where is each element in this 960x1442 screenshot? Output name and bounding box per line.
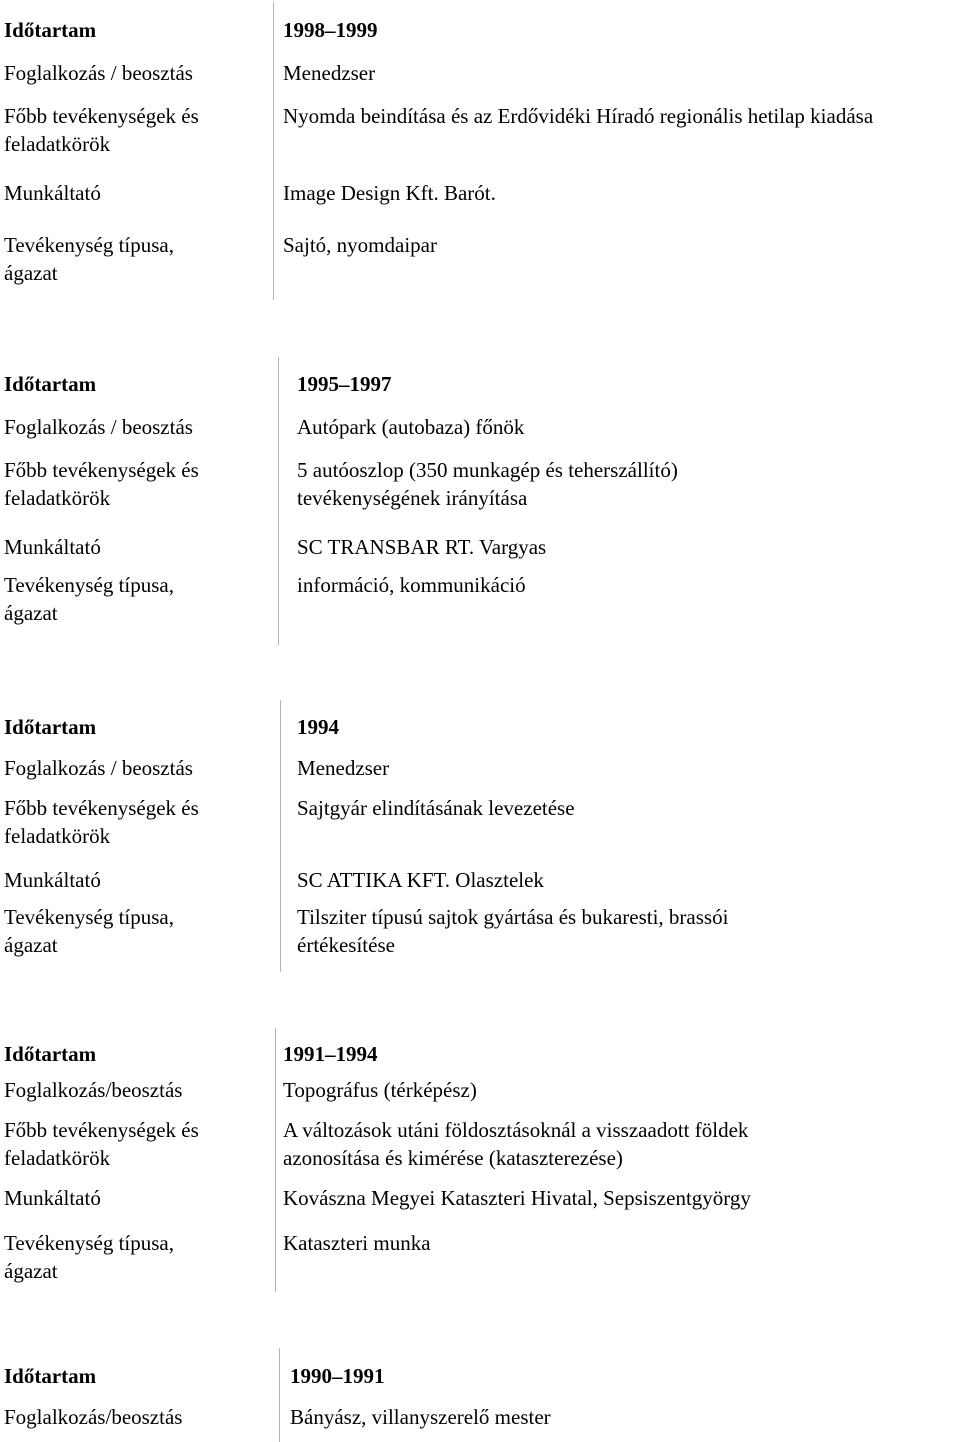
duration-label: Időtartam (4, 1364, 97, 1388)
position-label: Foglalkozás/beosztás (4, 1405, 183, 1429)
column-divider (278, 357, 279, 645)
position-value: Menedzser (283, 61, 376, 85)
activities-value: Sajtgyár elindításának levezetése (297, 796, 575, 820)
activities-value: Nyomda beindítása és az Erdővidéki Híradó regionális hetilap kiadása (283, 104, 874, 128)
sector-value-line-2: értékesítése (297, 933, 395, 957)
position-label: Foglalkozás / beosztás (4, 415, 193, 439)
duration-label: Időtartam (4, 372, 97, 396)
column-divider (279, 1348, 280, 1442)
column-divider (275, 1028, 276, 1292)
sector-value-line-1: Tilsziter típusú sajtok gyártása és bukaresti, brassói (297, 905, 729, 929)
activities-value-line-1: A változások utáni földosztásoknál a visszaadott földek (283, 1118, 749, 1142)
sector-value: Sajtó, nyomdaipar (283, 233, 437, 257)
position-value: Menedzser (297, 756, 390, 780)
sector-label: Tevékenység típusa, ágazat (4, 905, 174, 957)
activities-label: Főbb tevékenységek és feladatkörök (4, 458, 199, 510)
column-divider (273, 2, 274, 300)
cv-entry-4 (0, 1026, 960, 1294)
employer-value: SC ATTIKA KFT. Olasztelek (297, 868, 544, 892)
position-label: Foglalkozás / beosztás (4, 756, 193, 780)
sector-label: Tevékenység típusa, ágazat (4, 573, 174, 625)
employer-label: Munkáltató (4, 535, 101, 559)
employer-label: Munkáltató (4, 868, 101, 892)
employer-value: Image Design Kft. Barót. (283, 181, 496, 205)
employer-value: SC TRANSBAR RT. Vargyas (297, 535, 547, 559)
activities-label: Főbb tevékenységek és feladatkörök (4, 104, 199, 156)
duration-value: 1991–1994 (283, 1042, 378, 1066)
duration-label: Időtartam (4, 18, 97, 42)
position-value: Topográfus (térképész) (283, 1078, 477, 1102)
duration-label: Időtartam (4, 715, 97, 739)
activities-value-line-2: tevékenységének irányítása (297, 486, 528, 510)
position-label: Foglalkozás / beosztás (4, 61, 193, 85)
duration-value: 1990–1991 (290, 1364, 385, 1388)
sector-value: Kataszteri munka (283, 1231, 431, 1255)
activities-label: Főbb tevékenységek és feladatkörök (4, 796, 199, 848)
column-divider (280, 700, 281, 972)
cv-entry-1 (0, 0, 960, 302)
cv-entry-5 (0, 1346, 960, 1442)
employer-label: Munkáltató (4, 181, 101, 205)
position-value: Autópark (autobaza) főnök (297, 415, 525, 439)
employer-label: Munkáltató (4, 1186, 101, 1210)
duration-value: 1994 (297, 715, 339, 739)
sector-label: Tevékenység típusa, ágazat (4, 233, 174, 285)
duration-value: 1995–1997 (297, 372, 392, 396)
cv-entry-3 (0, 698, 960, 973)
sector-value: információ, kommunikáció (297, 573, 526, 597)
cv-entry-2 (0, 355, 960, 645)
activities-label: Főbb tevékenységek és feladatkörök (4, 1118, 199, 1170)
duration-label: Időtartam (4, 1042, 97, 1066)
duration-value: 1998–1999 (283, 18, 378, 42)
activities-value-line-1: 5 autóoszlop (350 munkagép és teherszállító) (297, 458, 678, 482)
sector-label: Tevékenység típusa, ágazat (4, 1231, 174, 1283)
activities-value-line-2: azonosítása és kimérése (kataszterezése) (283, 1146, 623, 1170)
employer-value: Kovászna Megyei Kataszteri Hivatal, Sepsiszentgyörgy (283, 1186, 751, 1210)
position-label: Foglalkozás/beosztás (4, 1078, 183, 1102)
position-value: Bányász, villanyszerelő mester (290, 1405, 551, 1429)
